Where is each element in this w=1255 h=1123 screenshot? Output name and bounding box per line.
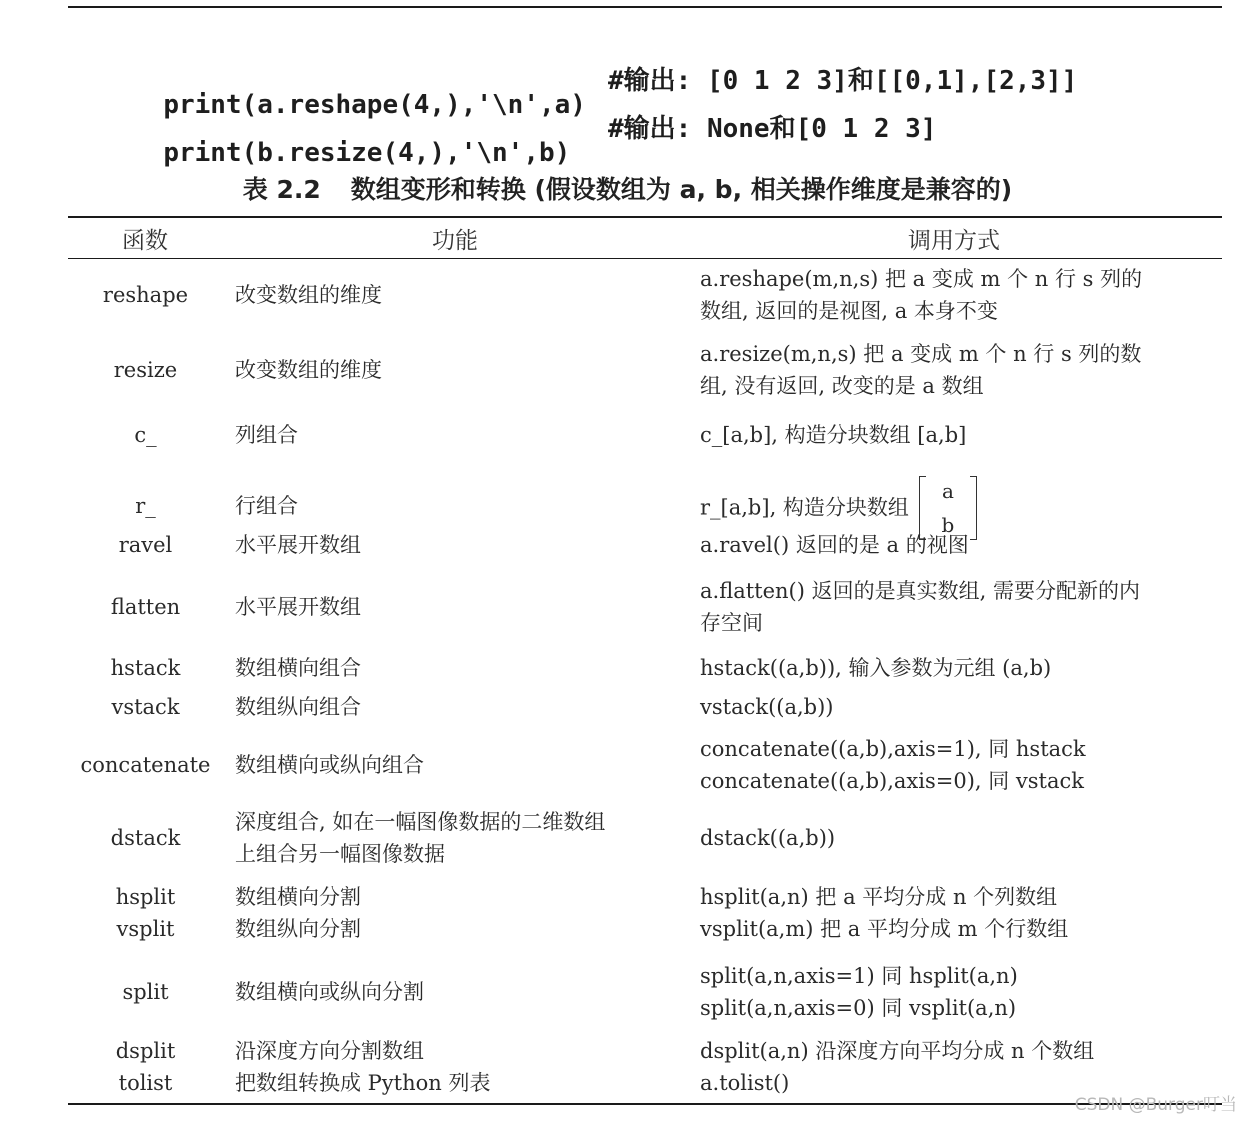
usage-line: a.reshape(m,n,s) 把 a 变成 m 个 n 行 s 列的 <box>700 267 1143 291</box>
table-row <box>0 338 1255 402</box>
function-feature <box>235 279 685 311</box>
function-feature <box>235 354 685 386</box>
function-name: reshape <box>102 283 189 307</box>
table-row <box>0 806 1255 870</box>
table-row <box>0 1035 1255 1067</box>
usage <box>700 913 1225 945</box>
watermark: CSDN @Burger叮当 <box>1074 1095 1237 1115</box>
feature-line: 数组纵向组合 <box>235 695 361 719</box>
caption-text: 数组变形和转换 (假设数组为 a, b, 相关操作维度是兼容的) <box>350 175 1013 204</box>
function-name: concatenate <box>80 753 211 777</box>
table-row <box>0 1067 1255 1099</box>
function-feature <box>235 749 685 781</box>
usage <box>700 338 1225 402</box>
function-name: flatten <box>110 595 181 619</box>
feature-line: 水平展开数组 <box>235 533 361 557</box>
usage-line: vsplit(a,m) 把 a 平均分成 m 个行数组 <box>700 917 1069 941</box>
function-feature <box>235 913 685 945</box>
function-feature <box>235 490 685 522</box>
function-feature <box>235 881 685 913</box>
table-row <box>0 529 1255 561</box>
function-name: dstack <box>110 826 181 850</box>
feature-line: 列组合 <box>235 423 298 447</box>
usage <box>700 575 1225 639</box>
table-bottom-rule <box>68 1103 1222 1105</box>
feature-line: 上组合另一幅图像数据 <box>235 842 445 866</box>
header-feature: 功能 <box>432 228 478 254</box>
table-row <box>0 960 1255 1024</box>
table-number: 表 2.2 <box>242 175 321 204</box>
usage <box>700 652 1225 684</box>
feature-line: 数组横向或纵向分割 <box>235 980 424 1004</box>
feature-line: 数组横向分割 <box>235 885 361 909</box>
function-name: vstack <box>111 695 180 719</box>
usage <box>700 691 1225 723</box>
function-name: tolist <box>118 1071 173 1095</box>
code-comment: #输出: None和[0 1 2 3] <box>608 114 937 144</box>
usage <box>700 881 1225 913</box>
function-name: split <box>122 980 169 1004</box>
usage-line: r_[a,b], 构造分块数组 <box>700 495 909 520</box>
usage-line: hsplit(a,n) 把 a 平均分成 n 个列数组 <box>700 885 1058 909</box>
matrix-entry-bottom: b <box>941 512 955 537</box>
function-feature <box>235 419 685 451</box>
function-feature <box>235 1035 685 1067</box>
usage-line: 数组, 返回的是视图, a 本身不变 <box>700 299 998 323</box>
function-name: c_ <box>134 423 157 447</box>
usage <box>700 1035 1225 1067</box>
function-name: r_ <box>135 494 156 518</box>
feature-line: 数组横向组合 <box>235 656 361 680</box>
table-row <box>0 263 1255 327</box>
function-name: hsplit <box>115 885 176 909</box>
function-name: ravel <box>118 533 173 557</box>
function-feature <box>235 652 685 684</box>
table-row <box>0 691 1255 723</box>
usage-line: 存空间 <box>700 611 763 635</box>
usage-line: dsplit(a,n) 沿深度方向平均分成 n 个数组 <box>700 1039 1095 1063</box>
feature-line: 数组纵向分割 <box>235 917 361 941</box>
usage-line: c_[a,b], 构造分块数组 [a,b] <box>700 423 967 447</box>
feature-line: 把数组转换成 Python 列表 <box>235 1071 491 1095</box>
usage-line: 组, 没有返回, 改变的是 a 数组 <box>700 374 984 398</box>
usage <box>700 529 1225 561</box>
usage-line: split(a,n,axis=1) 同 hsplit(a,n) <box>700 964 1018 988</box>
usage-line: a.flatten() 返回的是真实数组, 需要分配新的内 <box>700 579 1140 603</box>
table-row <box>0 575 1255 639</box>
function-feature <box>235 976 685 1008</box>
code-comment: #输出: [0 1 2 3]和[[0,1],[2,3]] <box>608 66 1078 96</box>
feature-line: 水平展开数组 <box>235 595 361 619</box>
matrix-entry-top: a <box>941 478 954 503</box>
top-rule <box>68 6 1222 8</box>
usage-line: split(a,n,axis=0) 同 vsplit(a,n) <box>700 996 1017 1020</box>
feature-line: 沿深度方向分割数组 <box>235 1039 424 1063</box>
usage-line: a.resize(m,n,s) 把 a 变成 m 个 n 行 s 列的数 <box>700 342 1142 366</box>
table-top-rule <box>68 216 1222 218</box>
feature-line: 数组横向或纵向组合 <box>235 753 424 777</box>
feature-line: 行组合 <box>235 494 298 518</box>
function-feature <box>235 691 685 723</box>
header-usage: 调用方式 <box>908 228 1000 254</box>
usage-line: a.ravel() 返回的是 a 的视图 <box>700 533 969 557</box>
table-row <box>0 419 1255 451</box>
function-feature <box>235 529 685 561</box>
feature-line: 改变数组的维度 <box>235 283 382 307</box>
function-name: hstack <box>110 656 181 680</box>
usage-line: a.tolist() <box>700 1071 790 1095</box>
header-function: 函数 <box>122 228 168 254</box>
usage-line: concatenate((a,b),axis=0), 同 vstack <box>700 769 1084 793</box>
usage <box>700 733 1225 797</box>
usage <box>700 822 1225 854</box>
usage <box>700 263 1225 327</box>
usage-line: hstack((a,b)), 输入参数为元组 (a,b) <box>700 656 1052 680</box>
usage <box>700 419 1225 451</box>
function-feature <box>235 1067 685 1099</box>
function-feature <box>235 591 685 623</box>
function-name: resize <box>113 358 178 382</box>
feature-line: 改变数组的维度 <box>235 358 382 382</box>
feature-line: 深度组合, 如在一幅图像数据的二维数组 <box>235 810 606 834</box>
table-caption <box>0 170 1255 206</box>
function-feature <box>235 806 685 870</box>
table-row <box>0 733 1255 797</box>
table-row <box>0 652 1255 684</box>
function-name: dsplit <box>115 1039 176 1063</box>
table-row <box>0 913 1255 945</box>
table-row <box>0 881 1255 913</box>
header-rule <box>68 258 1222 259</box>
usage <box>700 960 1225 1024</box>
usage-line: concatenate((a,b),axis=1), 同 hstack <box>700 737 1086 761</box>
function-name: vsplit <box>116 917 175 941</box>
code-text: print(b.resize(4,),'\n',b) <box>163 138 571 168</box>
usage-line: dstack((a,b)) <box>700 826 836 850</box>
code-text: print(a.reshape(4,),'\n',a) <box>163 90 586 120</box>
usage-line: vstack((a,b)) <box>700 695 834 719</box>
